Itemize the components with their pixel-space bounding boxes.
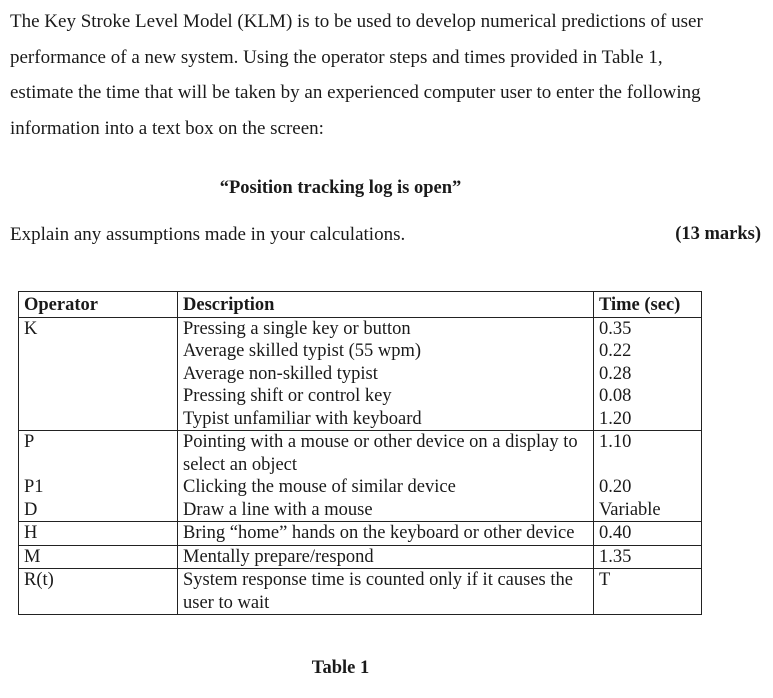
cell-description: Bring “home” hands on the keyboard or other device (178, 522, 594, 546)
paragraph-line: estimate the time that will be taken by an experienced computer user to enter the following (10, 82, 701, 103)
table-row (19, 545, 702, 569)
paragraph-line: The Key Stroke Level Model (KLM) is to be used to develop numerical predictions of user (10, 11, 703, 32)
cell-operator: P1 (19, 476, 178, 499)
cell-description: Pressing a single key or button (178, 317, 594, 340)
cell-operator (19, 385, 178, 408)
table-row (19, 317, 702, 340)
table-row (19, 499, 702, 522)
cell-operator (19, 340, 178, 363)
cell-time: Variable (594, 499, 702, 522)
table-row (19, 408, 702, 431)
cell-time: 0.08 (594, 385, 702, 408)
cell-operator (19, 408, 178, 431)
paragraph-line: performance of a new system. Using the operator steps and times provided in Table 1, (10, 46, 663, 68)
cell-operator: M (19, 545, 178, 569)
cell-operator: P (19, 431, 178, 477)
cell-description: Mentally prepare/respond (178, 545, 594, 569)
cell-time: 0.35 (594, 317, 702, 340)
table-row (19, 431, 702, 477)
cell-description: Average skilled typist (55 wpm) (178, 340, 594, 363)
cell-description: Average non-skilled typist (178, 363, 594, 386)
cell-time: 1.35 (594, 545, 702, 569)
cell-time: 0.40 (594, 522, 702, 546)
table-caption: Table 1 (311, 658, 370, 678)
cell-description: Typist unfamiliar with keyboard (178, 408, 594, 431)
cell-time: 0.22 (594, 340, 702, 363)
table-row (19, 569, 702, 615)
paragraph-line: information into a text box on the screen: (10, 117, 324, 139)
cell-operator: D (19, 499, 178, 522)
klm-operator-table (18, 291, 702, 615)
cell-description: Pressing shift or control key (178, 385, 594, 408)
cell-time: 1.20 (594, 408, 702, 431)
instruction-text: Explain any assumptions made in your calculations. (10, 224, 406, 245)
cell-operator (19, 363, 178, 386)
header-operator: Operator (19, 292, 178, 318)
cell-description: Draw a line with a mouse (178, 499, 594, 522)
cell-description: Clicking the mouse of similar device (178, 476, 594, 499)
table-row (19, 340, 702, 363)
cell-time: 1.10 (594, 431, 702, 477)
table-row (19, 476, 702, 499)
question-paragraph (10, 4, 760, 146)
cell-operator: K (19, 317, 178, 340)
cell-time: 0.20 (594, 476, 702, 499)
table-header-row (19, 292, 702, 318)
header-time: Time (sec) (594, 292, 702, 318)
cell-time: T (594, 569, 702, 615)
cell-time: 0.28 (594, 363, 702, 386)
cell-description: Pointing with a mouse or other device on a display to select an object (178, 431, 594, 477)
cell-description: System response time is counted only if it causes the user to wait (178, 569, 594, 615)
quoted-input-text: “Position tracking log is open” (219, 178, 462, 198)
marks-label: (13 marks) (675, 224, 761, 244)
table-row (19, 363, 702, 386)
cell-operator: R(t) (19, 569, 178, 615)
table-row (19, 522, 702, 546)
cell-operator: H (19, 522, 178, 546)
header-description: Description (178, 292, 594, 318)
table-row (19, 385, 702, 408)
